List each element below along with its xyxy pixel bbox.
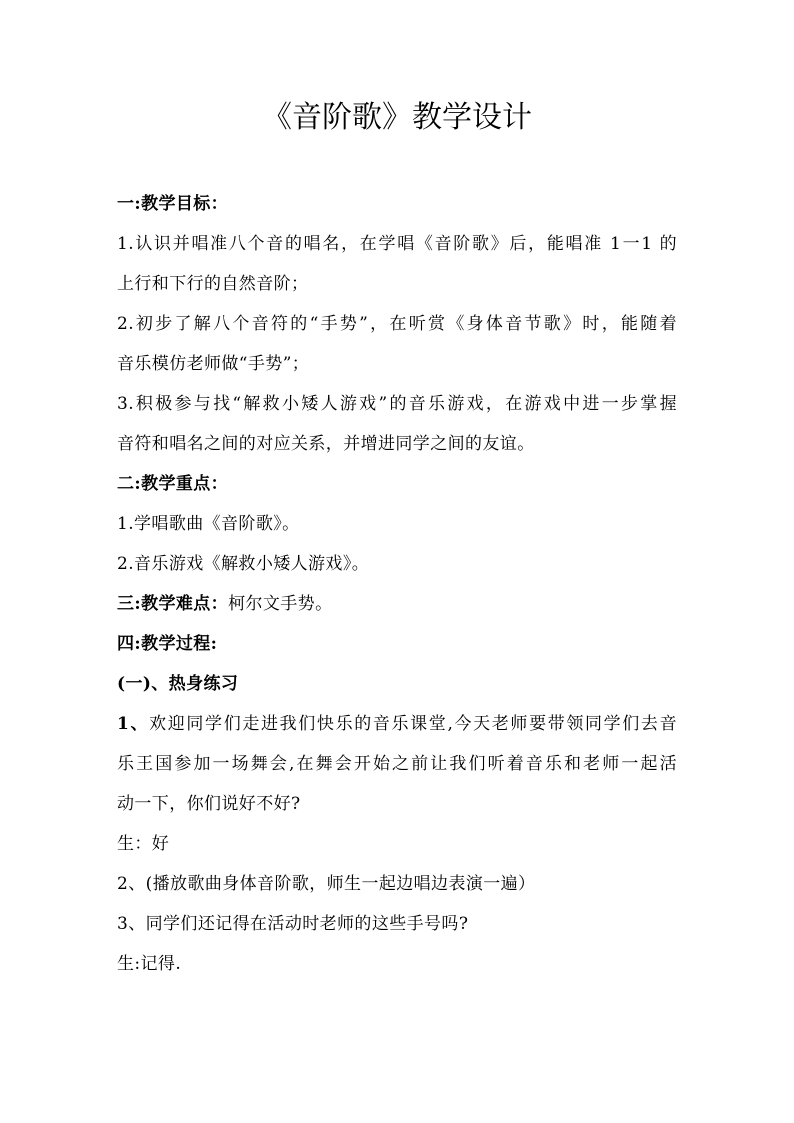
- text-line: [117, 304, 677, 344]
- line-text: 1.认识并唱准八个音的唱名，在学唱《音阶歌》后，能唱准 1一1 的: [117, 234, 677, 254]
- line-text: 音符和唱名之间的对应关系，并增进同学之间的友谊。: [117, 434, 535, 454]
- line-label: 1、: [117, 714, 150, 734]
- text-line: [117, 784, 677, 824]
- line-text: 2、(播放歌曲身体音阶歌，师生一起边唱边表演一遍）: [117, 874, 536, 894]
- text-line: [117, 504, 677, 544]
- line-text: 上行和下行的自然音阶；: [117, 274, 309, 294]
- text-line: [117, 704, 677, 744]
- text-line: [117, 904, 677, 944]
- text-line: [117, 584, 677, 624]
- line-text: 1.学唱歌曲《音阶歌》。: [117, 514, 300, 534]
- text-line: [117, 464, 677, 504]
- text-line: [117, 544, 677, 584]
- line-text: 音乐模仿老师做“手势”；: [117, 354, 310, 374]
- document-title: 《音阶歌》教学设计: [262, 100, 532, 135]
- text-line: [117, 664, 677, 704]
- line-text: 柯尔文手势。: [228, 594, 333, 614]
- line-text: 欢迎同学们走进我们快乐的音乐课堂,今天老师要带领同学们去音: [149, 714, 677, 734]
- line-text: 2.音乐游戏《解救小矮人游戏》。: [117, 554, 370, 574]
- line-text: 2.初步了解八个音符的“手势”，在听赏《身体音节歌》时，能随着: [117, 314, 677, 334]
- line-label: 三:教学难点：: [117, 594, 229, 614]
- text-line: [117, 624, 677, 664]
- line-text: 动一下，你们说好不好?: [117, 794, 301, 814]
- text-line: [117, 864, 677, 904]
- text-line: [117, 264, 677, 304]
- line-text: 生:记得.: [117, 954, 182, 974]
- text-line: [117, 184, 677, 224]
- line-text: 一:教学目标：: [117, 194, 229, 214]
- line-text: 生：好: [117, 834, 170, 854]
- line-text: (一)、热身练习: [117, 674, 239, 694]
- text-line: [117, 224, 677, 264]
- line-text: 3、同学们还记得在活动时老师的这些手号吗?: [117, 914, 469, 934]
- line-text: 3.积极参与找“解救小矮人游戏”的音乐游戏，在游戏中进一步掌握: [117, 394, 677, 414]
- document-body: [117, 184, 677, 984]
- text-line: [117, 744, 677, 784]
- text-line: [117, 424, 677, 464]
- line-text: 二:教学重点：: [117, 474, 229, 494]
- text-line: [117, 344, 677, 384]
- text-line: [117, 944, 677, 984]
- text-line: [117, 384, 677, 424]
- text-line: [117, 824, 677, 864]
- line-text: 乐王国参加一场舞会,在舞会开始之前让我们听着音乐和老师一起活: [117, 754, 677, 774]
- line-text: 四:教学过程:: [117, 634, 218, 654]
